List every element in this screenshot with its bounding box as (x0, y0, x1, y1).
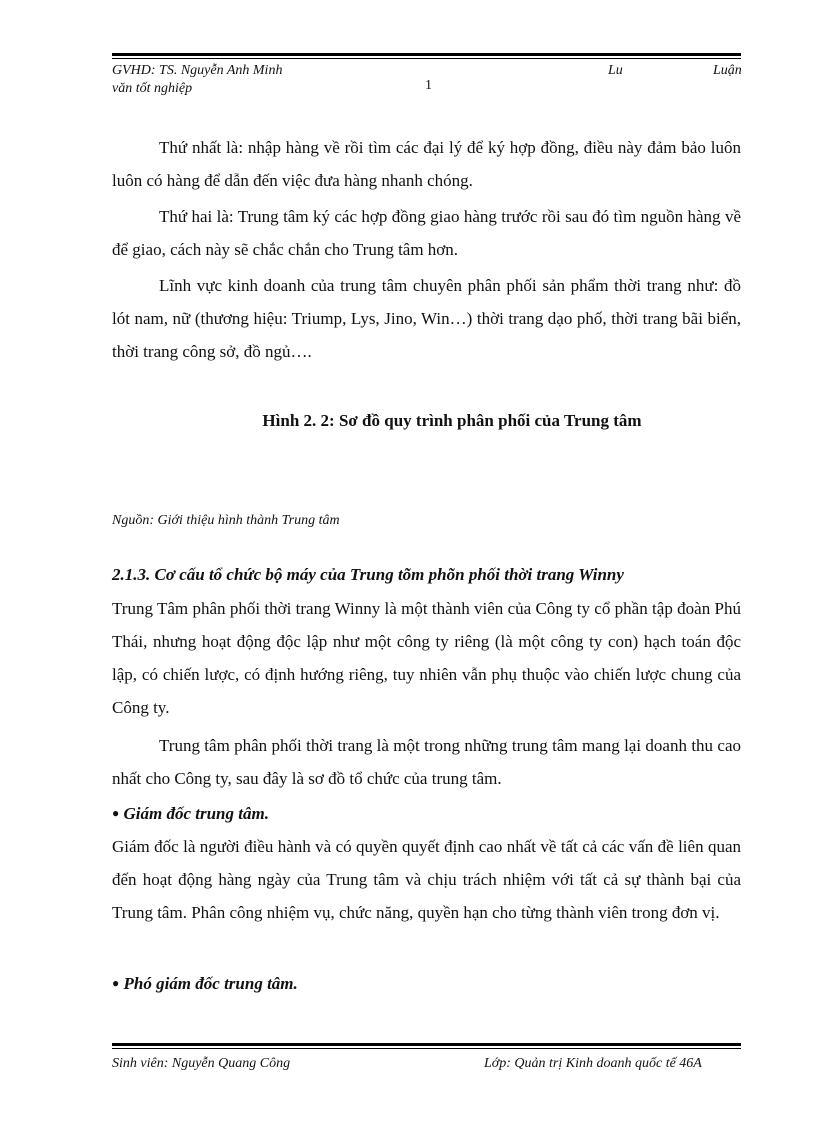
header-supervisor: GVHD: TS. Nguyễn Anh Minh (112, 63, 283, 78)
header-right-word-1: Lu (608, 63, 623, 78)
footer-rule-thin (112, 1048, 741, 1049)
bullet-deputy-director-label: Phó giám đốc trung tâm. (123, 974, 298, 993)
page-number: 1 (425, 78, 432, 93)
header-right-word-2: Luận (713, 63, 742, 78)
header-doc-type: văn tốt nghiệp (112, 81, 193, 96)
bullet-director-label: Giám đốc trung tâm. (123, 804, 269, 823)
bullet-deputy-director (112, 974, 298, 994)
figure-source: Nguồn: Giới thiệu hình thành Trung tâm (112, 513, 340, 528)
paragraph-center-revenue: Trung tâm phân phối thời trang là một trong những trung tâm mang lại doanh thu cao nhất cho Công ty, sau đây là sơ đồ tổ chức của trung tâm. (112, 736, 741, 788)
footer-class: Lớp: Quản trị Kinh doanh quốc tế 46A (484, 1056, 702, 1071)
bullet-dot-icon: ● (112, 806, 120, 820)
header-rule-thin (112, 58, 741, 59)
paragraph-business-field: Lĩnh vực kinh doanh của trung tâm chuyên phân phối sản phẩm thời trang như: đồ lót nam, nữ (thương hiệu: Triump, Lys, Jino, Win…) thời trang dạo phố, thời trang bãi biển, thời trang công sở, đồ ngủ…. (112, 276, 741, 361)
bullet-dot-icon: ● (112, 976, 120, 990)
paragraph-first-method: Thứ nhất là: nhập hàng về rồi tìm các đại lý để ký hợp đồng, điều này đảm bảo luôn luôn có hàng để dẫn đến việc đưa hàng nhanh chóng. (112, 138, 741, 190)
paragraph-director-role: Giám đốc là người điều hành và có quyền quyết định cao nhất về tất cả các vấn đề liên quan đến hoạt động hàng ngày của Trung tâm và chịu trách nhiệm với tất cả sự thành bại của Trung tâm. Phân công nhiệm vụ, chức năng, quyền hạn cho từng thành viên trong đơn vị. (112, 837, 741, 922)
paragraph-center-overview: Trung Tâm phân phối thời trang Winny là một thành viên của Công ty cổ phần tập đoàn Phú Thái, nhưng hoạt động độc lập như một công ty riêng (là một công ty con) hạch toán độc lập, có chiến lược, có định hướng riêng, tuy nhiên vẫn phụ thuộc vào chiến lược chung của Công ty. (112, 599, 741, 717)
bullet-director (112, 804, 269, 824)
section-heading: 2.1.3. Cơ cấu tổ chức bộ máy của Trung tõm phõn phối thời trang Winny (112, 565, 624, 584)
header-rule-thick (112, 53, 741, 56)
paragraph-second-method: Thứ hai là: Trung tâm ký các hợp đồng giao hàng trước rồi sau đó tìm nguồn hàng về để giao, cách này sẽ chắc chắn cho Trung tâm hơn. (112, 207, 741, 259)
figure-caption: Hình 2. 2: Sơ đồ quy trình phân phối của Trung tâm (262, 411, 642, 430)
footer-rule-thick (112, 1043, 741, 1046)
footer-student: Sinh viên: Nguyễn Quang Công (112, 1056, 291, 1071)
